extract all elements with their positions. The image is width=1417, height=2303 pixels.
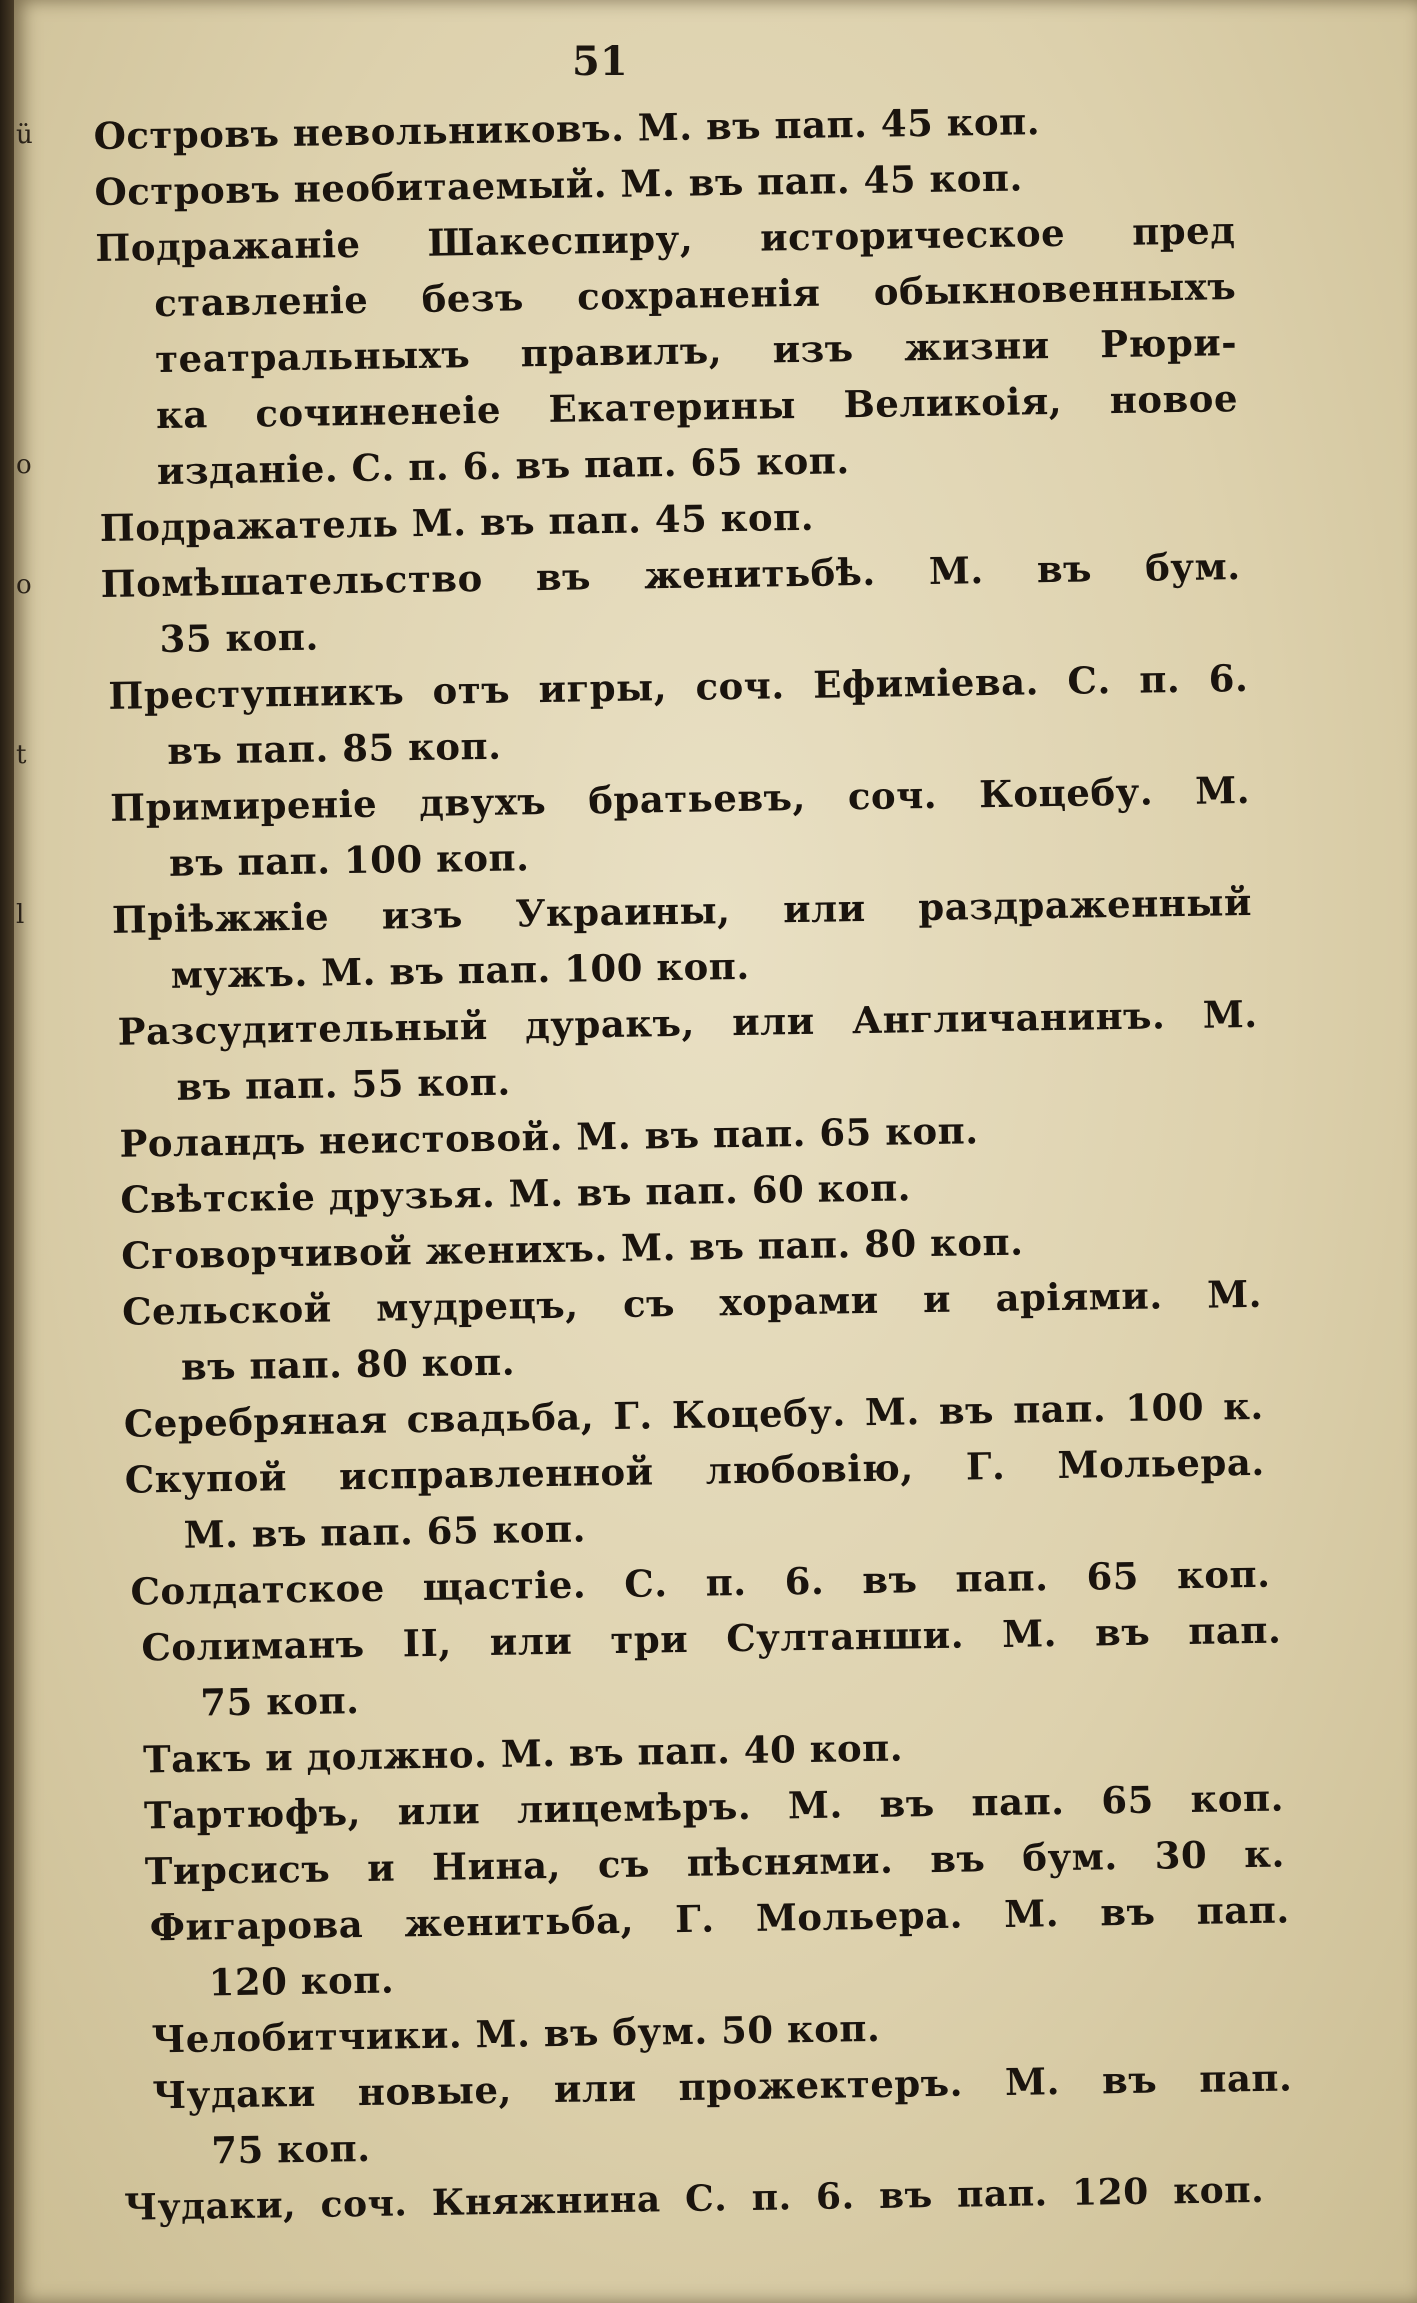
catalog-entry xyxy=(100,538,1242,668)
page-number: 51 xyxy=(572,38,628,85)
entry-line: Солиманъ II, или три Султанши. М. въ пап. xyxy=(141,1607,1282,1670)
entry-line: 75 коп. xyxy=(199,1678,360,1725)
entry-line: ка сочиненеіе Екатерины Великоія, новое xyxy=(155,376,1239,438)
catalog-entry xyxy=(117,986,1259,1116)
entry-line: Преступникъ отъ игры, соч. Ефиміева. С. п. 6. xyxy=(108,655,1249,718)
entry-line: Подражатель М. въ пап. 45 коп. xyxy=(99,494,815,550)
entry-line: въ пап. 55 коп. xyxy=(176,1059,512,1109)
entry-line: Сговорчивой женихъ. М. въ пап. 80 коп. xyxy=(120,1219,1024,1278)
catalog-entry xyxy=(108,650,1250,780)
entry-line: Островъ необитаемый. М. въ пап. 45 коп. xyxy=(94,155,1024,215)
entry-line: 75 коп. xyxy=(210,2125,371,2173)
entry-line: въ пап. 85 коп. xyxy=(166,723,502,773)
entry-line: Чудаки, соч. Княжнина С. п. 6. въ пап. 120 коп. xyxy=(123,2168,1265,2229)
entry-line: въ пап. 100 коп. xyxy=(168,835,530,885)
entry-line: Роландъ неистовой. М. въ пап. 65 коп. xyxy=(119,1108,979,1166)
book-binding xyxy=(0,0,14,2303)
entry-line: Примиреніе двухъ братьевъ, соч. Коцебу. М. xyxy=(109,767,1251,830)
catalog-entry xyxy=(149,1881,1291,2011)
catalog-entry xyxy=(122,1266,1264,1396)
entry-line: Подражаніе Шакеспиру, историческое пред xyxy=(95,208,1236,271)
entry-line: въ пап. 80 коп. xyxy=(180,1339,516,1389)
entry-line: Тирсисъ и Нина, съ пѣснями. въ бум. 30 к. xyxy=(144,1831,1286,1894)
entry-line: Чудаки новые, или прожектеръ. М. въ пап. xyxy=(152,2055,1293,2118)
entry-line: Пріѣжжіе изъ Украины, или раздраженный xyxy=(111,879,1253,942)
entry-line: М. въ пап. 65 коп. xyxy=(183,1506,587,1557)
catalog-entry xyxy=(152,2049,1294,2179)
catalog-entry xyxy=(110,762,1252,892)
entry-line: Серебряная свадьба, Г. Коцебу. М. въ пап. 100 к. xyxy=(123,1383,1265,1446)
entry-line: Помѣшательство въ женитьбѣ. М. въ бум. xyxy=(100,544,1241,606)
entry-line: театральныхъ правилъ, изъ жизни Рюри- xyxy=(154,320,1238,382)
book-page xyxy=(14,0,1417,2303)
catalog-entry xyxy=(124,1434,1266,1564)
entry-line: Такъ и должно. М. въ пап. 40 коп. xyxy=(142,1725,904,1782)
entry-line: мужъ. М. въ пап. 100 коп. xyxy=(170,943,751,997)
entry-line: 35 коп. xyxy=(159,614,320,662)
catalog-entry xyxy=(112,874,1254,1004)
entry-line: 120 коп. xyxy=(208,1957,395,2005)
entry-line: Тартюфъ, или лицемѣръ. М. въ пап. 65 коп. xyxy=(143,1775,1285,1838)
catalog-entry xyxy=(95,202,1239,500)
entry-line: изданіе. С. п. 6. въ пап. 65 коп. xyxy=(156,438,850,494)
entry-line: Челобитчики. М. въ бум. 50 коп. xyxy=(151,2005,881,2062)
margin-bleed-marks: ü o o t l xyxy=(16,120,33,930)
entry-line: Фигарова женитьба, Г. Мольера. М. въ пап. xyxy=(149,1887,1291,1950)
entry-line: Скупой исправленной любовію, Г. Мольера. xyxy=(124,1439,1265,1502)
catalog-entry xyxy=(141,1602,1283,1732)
entry-line: Островъ невольниковъ. М. въ пап. 45 коп. xyxy=(93,99,1041,159)
entry-line: Солдатское щастіе. С. п. 6. въ пап. 65 коп. xyxy=(130,1551,1271,1614)
entry-line: Сельской мудрецъ, съ хорами и аріями. М. xyxy=(121,1271,1263,1334)
entry-line: Разсудительный дуракъ, или Англичанинъ. М. xyxy=(117,991,1258,1054)
entry-line: ставленіе безъ сохраненія обыкновенныхъ xyxy=(153,264,1237,326)
entry-line: Свѣтскіе друзья. М. въ пап. 60 коп. xyxy=(120,1165,912,1222)
